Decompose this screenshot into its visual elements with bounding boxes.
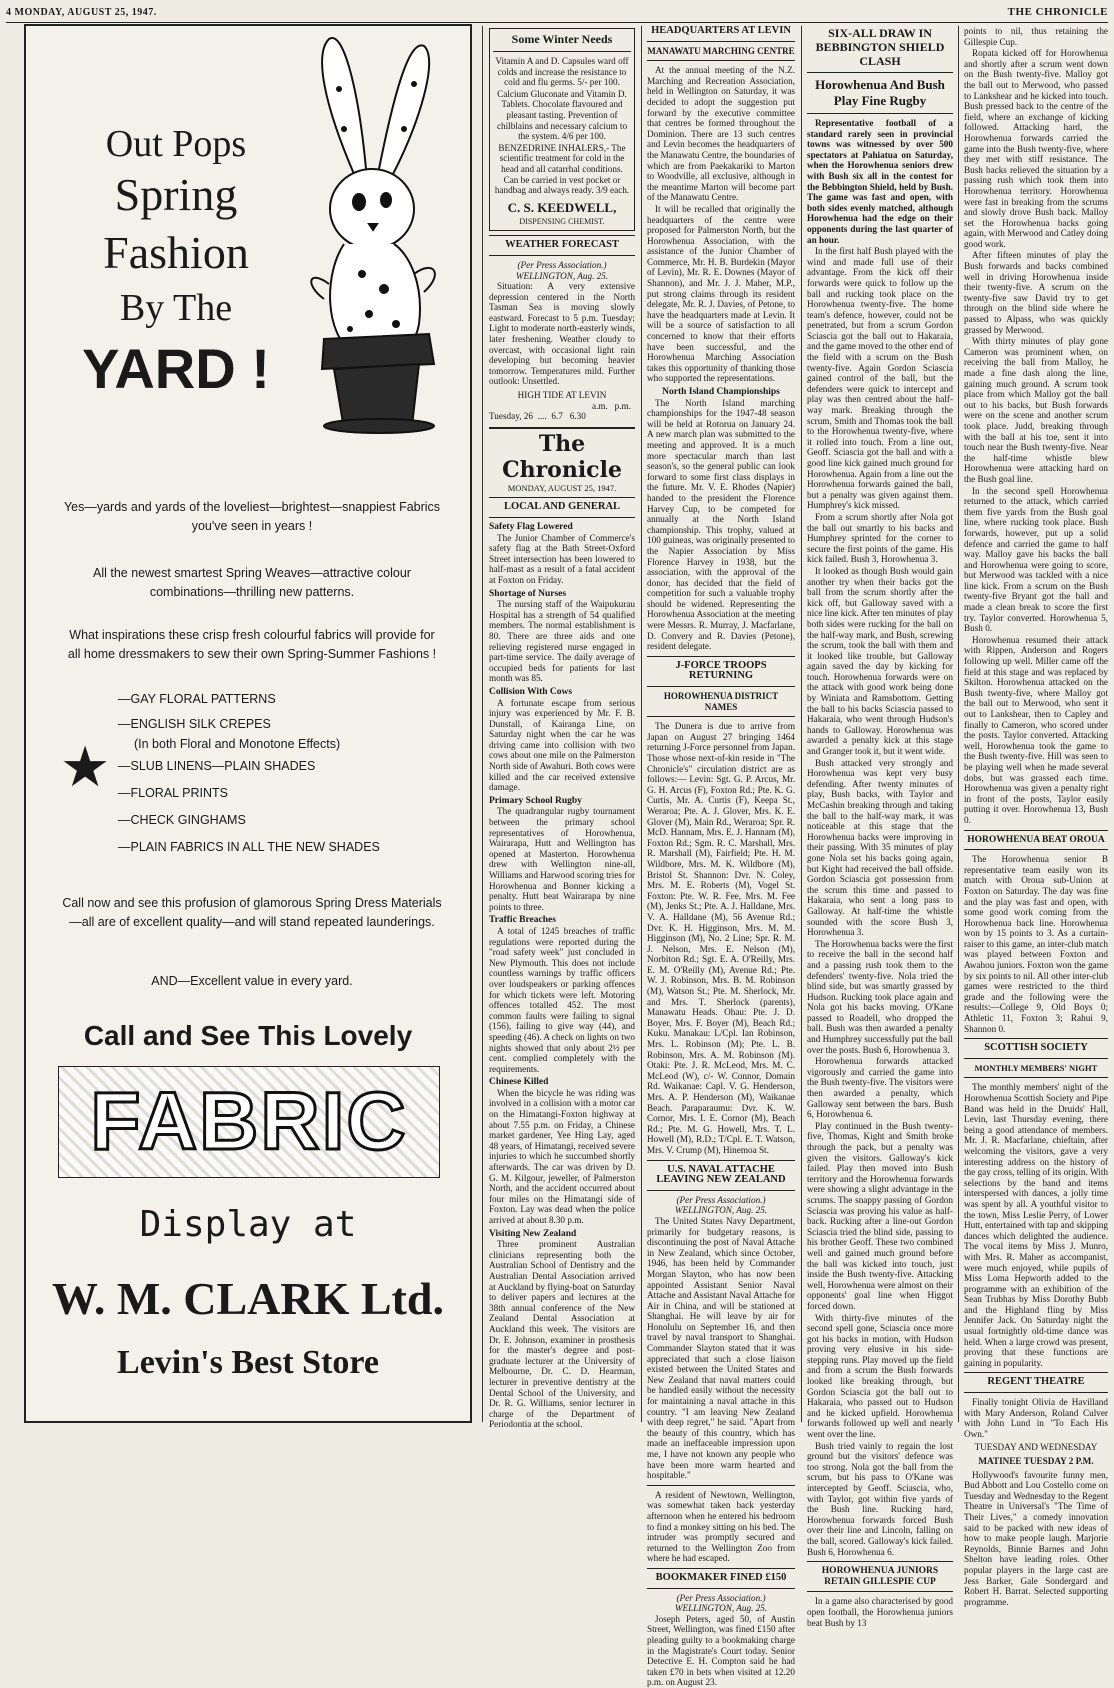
- juniors-paragraph: Horowhenua resumed their attack with Rippen, Anderson and Rogers following up well. Miller came off the field at this stage and was replaced by Skilton. Horowhenua attacked on the Bush twenty-five, where Malloy got the ball out to Merwood, who sent it out to Lankshear, then to Capley and finally to Cameron, who scored under the posts. Taylor converted. Attacking well, Horowhenua took the game to the Bush twenty-five. Hill was seen to be playing well when he made several dobs, but was grassed each time. Horowhenua was given a penalty right in front of the posts, Taylor easily putting it over. Horowhenua 13, Bush 0.: [964, 634, 1108, 825]
- advert-weaves: All the newest smartest Spring Weaves—attractive colour combinations—thrilling new patterns.: [93, 566, 411, 599]
- nic-text: The North Island marching championships for the 1947-48 season will be held at Rotorua on January 24. A new march plan was submitted to the meeting and approved. It is a much more spectacular march than last season's, so the general public can look forward to some first class displays in the future. Mr. V. E. Rhodes (Napier) handed to the president the Florence Harvey Cup, to be competed for annually at the North Island championship. This trophy, valued at 100 guineas, was originally presented to the Napier Association by Miss Florence Harvey in 1938, but the association, with the approval of the donor, has decided that the field of competition for such a valuable trophy should be widened. Representing the Horowhenua Association at the meeting were Messrs. R. Murray, J. Macfarlane, D. Convery and R. Davies (Petone), resident delegate.: [647, 397, 795, 652]
- column-2: [489, 26, 635, 1430]
- rugby-title: Horowhenua And Bush Play Fine Rugby: [815, 77, 945, 108]
- naval-text: The United States Navy Department, primarily for budgetary reasons, is discontinuing the post of Naval Attache in New Zealand, which since October, 1946, has been held by Commander Morgan Slayton, who has now been appointed Assistant Senior Naval Attache and Assistant Naval Attache for Air in China, and will be stationed at Shanghai. He will leave by air for Honolulu on September 16, and then travel by naval transport to Shanghai. Commander Slayton stated that it was appreciated that such a close liaison existed between the United States and New Zealand that naval matters could be handled easily without the necessity for maintaining a naval attache in this country. "I am leaving New Zealand with deep regret," he said. "Apart from the beauty of this country, which has made an ineffaceable impression upon me, I have not known any people who have been more warm hearted and hospitable.": [647, 1215, 795, 1481]
- fabric-item: —CHECK GINGHAMS: [118, 813, 246, 827]
- header-paper-name: THE CHRONICLE: [1007, 6, 1108, 18]
- advert-headline: [56, 122, 296, 404]
- local-item-text: The quadrangular rugby tournament between the primary school representatives of Horowhenua, Wairarapa, Hutt and Wellington has opened at Masterton. Horowhenua drew with Wellington nine-all, Williams and Harwood scoring tries for Horowhenua and Bonner kicking a penalty. Hutt beat Wairarapa by nine points to three.: [489, 806, 635, 912]
- local-item-text: The Junior Chamber of Commerce's safety flag at the Bath Street-Oxford Street intersection has been lowered to half-mast as a result of a fatal accident at Foxton on Friday.: [489, 532, 635, 585]
- local-item-text: A total of 1245 breaches of traffic regulations were reported during the "road safety week" just concluded in New Plymouth. This does not include countless warnings by traffic officers over loudspeakers or parking offences for which tickets were left. Motoring offences totalled 452. The most common faults were failing to signal (156), failing to give way (44), and speeding (46). A check on lights on two nights showed that only about 2½ per cent. complied completely with the requirements.: [489, 925, 635, 1074]
- juniors-paragraph: After fifteen minutes of play the Bush forwards and backs combined well in driving Horowhenua inside their twenty-five. A scrum on the twenty-five saw David try to get through on the blind side where he passed to Alpass, who was quickly grassed by Merwood.: [964, 250, 1108, 335]
- local-item-title: Primary School Rugby: [489, 795, 582, 806]
- hq-subtitle: MANAWATU MARCHING CENTRE: [647, 45, 795, 56]
- hq-title: HEADQUARTERS AT LEVIN: [651, 25, 791, 36]
- local-general-title: LOCAL AND GENERAL: [503, 501, 621, 513]
- jforce-text: The Dunera is due to arrive from Japan on August 27 bringing 1464 returning J-Force personnel from Japan. Those whose next-of-kin reside in "The Chronicle's" circulation district are as follows:— Levin: Sgt. G. P. Arcus, Mr. G. H. Arcus (F), Foxton Rd.; Pte. K. G. Curtis, Mr. A. Curtis (F), Keepa St., Weraroa; Pte. A. J. Glover, Mrs. K. E. Glover (M), Main Rd., Weraroa; Spr. R. McD. Hannam, Mrs. E. J. Hannam (M), Foxton Rd.; Sgm. R. C. Marshall, Mrs. R. Marshall (M), Fairfield; Pte. H. M. Wildbore, Mrs. M. K. Wildbore (M), Bristol St. Shannon: Dvr. N. Coley, Mrs. M. E. Roberts (M), Vogel St. Foxton: Pte. W. R. Fee, Mrs. M. Fee (M), Jenks St.; Pte. A. J. Halldane, Mrs. V. A. Halldane (M), 56 Avenue Rd.; Dvr. K. H. Higginson, Mrs. M. M. Higginson (M), No. 2 Line; Spr. R. M. J. Nelson, Mrs. E. Nelson (M), Norbiton Rd.; Sgt. E. A. O'Reilly, Mrs. E. M. O'Reilly (M), Avenue Rd.; Pte. W. J. Robinson, Mrs. B. M. Robinson (M), Watson St.; Pte. M. Sherlock, Mr. and Mrs. T. Sherlock (parents), Manawatu Heads. Ohau: Pte. J. D. Boyer, Mrs. F. Boyer (M), Beach Rd.; Kuku. Manakau: L/Cpl. Ian Robinson, Mrs. L. Robinson (M); Pte. L. B. Robinson, Mrs. A. M. Robinson (M). Otaki: Pte. J. R. McLeod, Mrs. M. C. McLeod (W), c/- W. Connor, Domain Rd. Waikanae: Capl. V. G. Henderson, Mrs. A. P. Henderson (M), Waikanae Beach. Paraparaumu: Dvr. K. W. Cornor, Mrs. I. E. Cornor (M), Beach Rd.; Pte. M. G. Howell, Mrs. T. L. Howell (M), R.D.; T/Cpl. E. T. Watson, Mrs. V. Crump (M), Hinemoa St.: [647, 721, 795, 1155]
- advert-inspiration: What inspirations these crisp fresh colourful fabrics will provide for all home dressmakers to sew their own Spring-Summer Fashions !: [67, 628, 437, 661]
- fabric-item: —PLAIN FABRICS IN ALL THE NEW SHADES: [118, 840, 380, 854]
- rugby-paragraph: Horowhenua forwards attacked vigorously and carried the game into the Bush twenty-five. The visitors were then awarded a penalty, which Galloway sent between the bars. Bush 6, Horowhenua 6.: [807, 1056, 953, 1120]
- local-item-title: Chinese Killed: [489, 1077, 549, 1088]
- fabric-item: —GAY FLORAL PATTERNS: [118, 692, 276, 706]
- fabric-advert: [24, 24, 472, 1423]
- advert-store-name: W. M. CLARK Ltd.: [52, 1273, 444, 1324]
- hq-paragraph: It will be recalled that originally the headquarters of the centre were proposed for Palmerston North, but the Horowhenua Association, with the assistance of the Junior Chamber of Commerce, Mr. H. B. Burdekin (Mayor of Levin), Mr. R. E. Downes (Mayor of Shannon), and Mr. J. J. Maher, M.P., put strong claims through its resident delegate, Mr. R. J. Davies, of Petone, to have the headquarters made at Levin. It will be a source of satisfaction to all concerned to know that their efforts have been successful, and the Horowhenua Marching Association takes this opportunity of thanking those who supported the representations.: [647, 203, 795, 384]
- juniors-paragraph: With thirty minutes of play gone Cameron was prominent when, on receiving the ball from Malloy, he made a fine dash along the line, gaining much ground. A scrum took place from which Malloy got the ball out to his backs, but Bush forwards were on the scene and another scrum took place. Judd, breaking through with the ball at his toe, sent it into touch near the Bush twenty-five. Near the half-time whistle blew Horowhenua were attacking hard on the Bush goal line.: [964, 336, 1108, 484]
- jforce-subtitle: HOROWHENUA DISTRICT NAMES: [663, 691, 779, 712]
- paper-date: MONDAY, AUGUST 25, 1947.: [507, 482, 617, 493]
- column-divider: [958, 26, 959, 1422]
- rugby-paragraph: In the first half Bush played with the wind and made full use of their advantage. From the kick off their forwards were quick to follow up the ball and rucking took place on the Horowhenua twenty-five. The home team's defence, however, could not be penetrated, but from a scrum Gordon Sciascia got the ball out to Hakaraia, and the game moved to the other end of the field with a scrum on the Bush twenty-five. Again Gordon Sciascia gained control of the ball, but the defenders were quick to intercept and play was then centred about the half-way mark. Breaking through the scrum, Smith and Thomas took the ball to the Horowhenua twenty-five, where it rolled into touch. From a line out, Geoff. Sciascia got the ball and with a good line kick gained much ground for Horowhenua. Again from a line out the Horowhenua forwards gained the ball, but a penalty was given against them. Humphrey's kick missed.: [807, 246, 953, 511]
- oroua-text: The Horowhenua senior B representative team easily won its match with Oroua sub-Union at Foxton on Saturday. The day was fine and the play was fast and open, with some good work coming from the Horowhenua back line. Horowhenua won by 15 points to 3. As a curtain-raiser to this game, an inter-club match was played between Foxton and Awahou juniors. Foxton won the game by six points to nil. All other inter-club games were restricted to the third grade and the following were the results:—College 9, Old Boys 0; Athletic 11, Foxton 3; Rahui 9, Shannon 0.: [964, 854, 1108, 1034]
- local-item: [489, 589, 635, 684]
- bookmaker-byline: (Per Press Association.) WELLINGTON, Aug. 25.: [674, 1592, 768, 1614]
- juniors-title: HOROWHENUA JUNIORS RETAIN GILLESPIE CUP: [821, 1566, 939, 1587]
- weather-byline: (Per Press Association.) WELLINGTON, Aug. 25.: [515, 259, 609, 281]
- naval-title: U.S. NAVAL ATTACHE LEAVING NEW ZEALAND: [656, 1163, 786, 1186]
- naval-byline: (Per Press Association.) WELLINGTON, Aug. 25.: [674, 1194, 768, 1216]
- regent-text-2: Hollywood's favourite funny men, Bud Abbott and Lou Costello come on Tuesday and Wednesday to the Regent Theatre in Universal's "The Time of Their Lives," a comedy innovation said to be packed with new ideas of how to make people laugh. Marjorie Reynolds, Binnie Barnes and John Shelton have leading roles. Other popular players in the large cast are Jess Barker, Gale Sondergard and Robert H. Barrat. Selected supporting programme.: [964, 1469, 1108, 1607]
- advert-see: Call and See This Lovely: [83, 1020, 413, 1051]
- nic-title: North Island Championships: [662, 387, 780, 397]
- column-4: [807, 26, 954, 1628]
- rugby-paragraph: With thirty-five minutes of the second spell gone, Sciascia once more got his backs in motion, with Hudson proving very elusive in his side-stepping runs. Play moved up the field and from a scrum the Bush forwards looked like breaking through, but Gordon Sciascia got the ball out to Hakaraia, who passed out to Hudson and he kicked upfield. Horowhenua forwards followed up well and nearly went over the line.: [807, 1312, 953, 1440]
- jforce-title: J-FORCE TROOPS RETURNING: [675, 659, 767, 682]
- local-item-text: Three prominent Australian clinicians representing both the Australian School of Dentistry and the Australian Dental Association arrived at Auckland by flying-boat on Saturday to deliver papers and lectures at the 38th annual conference of the New Zealand Dental Association at Auckland this week. The visitors are Dr. E. Johnson, examiner in prosthesis for the master's degree and post-graduate lecturer at the University of Melbourne, Dr. C. D. Hearman, lecturer in preventive dentistry at the Dental School of the University, and Dr. R. G. Williams, senior lecturer in charge of the Department of Periodontia at the school.: [489, 1239, 635, 1430]
- fabric-word-art: [58, 1066, 440, 1178]
- rugby-banner: SIX-ALL DRAW IN BEBBINGTON SHIELD CLASH: [815, 26, 945, 68]
- tide-am: a.m.: [591, 400, 608, 411]
- star-icon: ★: [60, 737, 111, 799]
- regent-days: TUESDAY AND WEDNESDAY: [974, 1442, 1098, 1453]
- rabbit-illustration: [284, 34, 464, 434]
- regent-title: REGENT THEATRE: [987, 1376, 1085, 1388]
- headline-line-3: Fashion: [103, 227, 249, 278]
- rugby-paragraph: Bush attacked very strongly and Horowhenua was kept very busy defending. After twenty minutes of play, Bush backs, with Taylor and McCashin breaking through and taking the ball to the half-way mark, it was noticeable at this stage that the Horowhenua backs were improving in their passing. With 35 minutes of play gone Nola set his backs going again, but Kight had received the ball offside. Gordon Sciascia got possession from the scrum this time and passed to Hakaraia, who sent a long pass to Galloway. At half-time the whistle sounded with the score Bush 3, Horowhenua 3.: [807, 757, 953, 938]
- advert-tagline: Levin's Best Store: [117, 1344, 379, 1381]
- regent-matinee: MATINEE TUESDAY 2 P.M.: [978, 1456, 1094, 1466]
- local-item: [489, 1077, 635, 1225]
- headline-line-1: Out Pops: [105, 123, 247, 165]
- headline-line-4: By The: [119, 287, 233, 329]
- advert-intro: Yes—yards and yards of the loveliest—brightest—snappiest Fabrics you've seen in years !: [63, 500, 441, 533]
- chemist-name: C. S. KEEDWELL,: [507, 199, 617, 215]
- regent-text: Finally tonight Olivia de Havilland with Mary Anderson, Roland Culver with John Lund in "To Each His Own.": [964, 1397, 1108, 1439]
- oroua-title: HOROWHENUA BEAT OROUA: [967, 834, 1105, 845]
- tide-row: Tuesday, 26 .... 6.7 6.30: [489, 411, 586, 422]
- rugby-paragraph: Play continued in the Bush twenty-five, Thomas, Kight and Smith broke through the pack, but a penalty was given the visitors. Galloway's kick failed. Play then moved into Bush territory and the Horowhenua forwards were showing a slight advantage in the scrums. The snappy passing of Gordon Sciascia was proving his value as half-back. Rucking after a line-out Gordon Sciascia tried the blind side, passing to his brother Geoff. These two combined well and gained much ground before the ball was kicked into touch, just inside the Bush twenty-five. Attacking well, Horowhenua were almost on their opponents' goal line when Higgot forced down.: [807, 1120, 953, 1311]
- weather-text: Situation: A very extensive depression centered in the North Tasman Sea is moving slowly eastward. Forecast to 5 p.m. Tuesday: Light to moderate north-easterly winds, later freshening. Weather cloudy to overcast, with occasional light rain developing but becoming heavier tomorrow. Temperatures mild. Further outlook: Unsettled.: [489, 281, 635, 387]
- column-divider: [482, 26, 483, 1422]
- bookmaker-text: Joseph Peters, aged 50, of Austin Street, Wellington, was fined £150 after pleading guilty to a bookmaking charge in the Magistrate's Court today. Senior Detective E. H. Compton said he had taken £70 in bets when visited at 12.20 p.m. on August 23.: [647, 1613, 795, 1688]
- advert-body: [62, 498, 442, 686]
- headline-line-2: Spring: [114, 169, 238, 220]
- local-item-title: Traffic Breaches: [489, 915, 556, 926]
- fabric-list: [118, 686, 458, 861]
- column-5: [964, 26, 1108, 1607]
- fabric-item: —ENGLISH SILK CREPES: [118, 717, 271, 731]
- paper-nameplate: The Chronicle: [502, 430, 622, 483]
- column-divider: [801, 26, 802, 1422]
- chemist-advert: [489, 28, 635, 231]
- local-item: [489, 1229, 635, 1430]
- tide-title: HIGH TIDE AT LEVIN: [517, 390, 607, 401]
- rugby-paragraph: From a scrum shortly after Nola got the ball out smartly to his backs and Humphrey sprinted for the corner to secure the first points of the game. His kick failed. Bush 3, Horowhenua 3.: [807, 511, 953, 565]
- fabric-item: (In both Floral and Monotone Effects): [134, 737, 341, 751]
- chemist-title: Some Winter Needs: [511, 32, 613, 46]
- bookmaker-title: BOOKMAKER FINED £150: [655, 1571, 787, 1583]
- hq-paragraph: At the annual meeting of the N.Z. Marching and Recreation Association, held in Wellington on Saturday, it was decided to adopt the suggestion put forward by the executive committee that centres be formed throughout the Dominion. There are 13 such centres and Levin becomes the headquarters of the Manawatu Centre, the boundaries of which are from Paekakariki to Marton to Woodville, all exclusive, although in the meantime Marton will become part of the Manawatu Centre.: [647, 65, 795, 203]
- local-item: [489, 796, 635, 913]
- local-item-text: A fortunate escape from serious injury was experienced by Mr. F. B. Dunstall, of Kairanga Line, on Saturday night when the car he was driving came into collision with two cows about one mile on the Palmerston North side of Awahuri. Both cows were killed and the car received extensive damage.: [489, 697, 635, 793]
- local-item: [489, 522, 635, 586]
- chemist-line: Vitamin A and D. Capsules ward off colds and increase the resistance to cold and flu germs. 5/- per 100.: [495, 56, 629, 88]
- column-3: [647, 25, 795, 1688]
- local-item-title: Shortage of Nurses: [489, 588, 567, 599]
- advert-display: Display at: [139, 1204, 357, 1245]
- local-item: [489, 687, 635, 793]
- tide-pm: p.m.: [614, 400, 631, 411]
- local-item: [489, 915, 635, 1074]
- scottish-subtitle: MONTHLY MEMBERS' NIGHT: [974, 1062, 1098, 1073]
- monkey-text: A resident of Newtown, Wellington, was somewhat taken back yesterday afternoon when he entered his bedroom to find a monkey sitting on his bed. The intruder was promptly secured and returned to the Wellington Zoo from where he had escaped.: [647, 1489, 795, 1564]
- juniors-paragraph: points to nil, thus retaining the Gillespie Cup.: [964, 26, 1108, 47]
- fabric-item: —SLUB LINENS—PLAIN SHADES: [118, 759, 316, 773]
- fabric-item: —FLORAL PRINTS: [118, 786, 228, 800]
- rugby-paragraph: It looked as though Bush would gain another try when their backs got the ball from the scrum shortly after the kick off, but Galloway saved with a nice line kick. After ten minutes of play both sides were rucking for the ball on the half-way mark, and Bush, screwing the scrum, took the ball with them and it looked like trouble, but Galloway again saved the day by kicking for touch. Horowhenua forwards were on the attack with good work being done by Winiata and Ramsbottom. Getting the ball to his backs Sciascia passed to Hakaraia, who went through Hudson's hands to Galloway. Horowhenua was awarded a penalty kick at this stage and Granger took it, but it went wide.: [807, 565, 953, 757]
- chemist-role: DISPENSING CHEMIST.: [519, 216, 605, 226]
- local-item-title: Collision With Cows: [489, 686, 573, 697]
- advert-call: Call now and see this profusion of glamorous Spring Dress Materials—all are of excellent quality—and will stand repeated launderings.: [62, 896, 442, 929]
- rugby-paragraph: Bush tried vainly to regain the lost ground but the visitors' defence was too strong. Nola got the ball from the scrum, but his pass to O'Kane was intercepted by Geoff. Sciascia, who, with Taylor, got within five yards of the Bush line. Rucking hard, Horowhenua forwards forced Bush over their line and Lincoln, falling on the ball, scored. Galloway's kick failed. Bush 6, Horowhenua 6.: [807, 1440, 953, 1557]
- chemist-line: BENZEDRINE INHALERS,- The scientific treatment for cold in the head and all catarrhal conditions. Can be carried in vest pocket or handbag and always ready. 3/9 each.: [494, 142, 630, 196]
- rugby-lead: Representative football of a standard rarely seen in provincial towns was witnessed by over 500 spectators at Pahiatua on Saturday, when the Horowhenua seniors drew with Bush six all in the contest for the Bebbington Shield, held by Bush. The game was fast and open, with both sides evenly matched, although Horowhenua had the edge on their opponents during the last quarter of an hour.: [807, 118, 953, 245]
- chemist-line: Calcium Gluconate and Vitamin D. Tablets. Chocolate flavoured and pleasant tasting. Prevention of chilblains and necessary calcium to the system. 4/6 per 100.: [496, 88, 628, 142]
- header-date: 4 MONDAY, AUGUST 25, 1947.: [6, 7, 157, 18]
- local-item-title: Safety Flag Lowered: [489, 522, 573, 532]
- scottish-text: The monthly members' night of the Horowhenua Scottish Society and Pipe Band was held in the Druids' Hall, Levin, last Thursday evening, there being a good attendance of members. Mr. J. R. Macfarlane, chieftain, after welcoming the visitors, gave a very interesting address on the history of the gay cross, telling of its origin. With selections by the band and items interspersed with dances, a jolly time was spent by all. A youthful visitor to the town, Miss Leslie Perry, of Lower Hutt, entertained with tap and skipping dances which delighted the audience. The vocal items by Miss J. Munro, with Mrs. R. Maher as accompanist, were much enjoyed, while pupils of Miss Loma Hepworth added to the programme with an exhibition of the Sean Trubhas by Miss Dorothy Bubb and the Highland fling by Miss Jennifer Jack. On Saturday night the usual fortnightly old-time dance was held. When a large crowd was present, proving that these functions are gaining in popularity.: [964, 1082, 1108, 1368]
- local-item-title: Visiting New Zealand: [489, 1228, 577, 1239]
- page-header: [6, 6, 1108, 23]
- rugby-paragraph: The Horowhenua backs were the first to receive the ball in the second half and a passing rush took them to the defenders' twenty-five. Nola tried the blind side, but was smartly grassed by Hudson. Rucking took place again and Nola got his backs moving. O'Kane passed to Roadell, who dropped the ball. Bush was then awarded a penalty and Humphrey successfully put the ball over the posts. Bush 6, Horowhenua 3.: [807, 938, 954, 1055]
- local-item-text: When the bicycle he was riding was involved in a collision with a motor car on the Himatangi-Foxton highway at about 7.55 p.m. on Friday, a Chinese market gardener, Yee Hing Lay, aged 48 years, of Himatangi, received severe injuries to which he succumbed shortly afterwards. The car was driven by D. G. M. Kilgour, jeweller, of Palmerston North, and the accident occurred about four miles on the Himatangi side of Foxton. Lay was dead when the police arrived at about 8.30 p.m.: [489, 1087, 635, 1225]
- headline-line-5: YARD !: [82, 337, 270, 400]
- scottish-title: SCOTTISH SOCIETY: [984, 1042, 1088, 1054]
- juniors-paragraph: In the second spell Horowhenua returned to the attack, which carried them five yards from the Bush goal line, where rucking took place. Bush forwards, however, put up a solid defence and carried the game to half way. Malloy gave his backs the ball and Horowhenua were going to score, but Merwood was tackled with a nice line kick. From a scrum on the Bush twenty-five Bryant got the ball and made a clean break to score the first try. Taylor converted. Horowhenua 5, Bush 0.: [964, 485, 1108, 634]
- weather-title: WEATHER FORECAST: [505, 239, 619, 251]
- advert-value: AND—Excellent value in every yard.: [151, 974, 353, 988]
- column-divider: [641, 26, 642, 1422]
- local-item-text: The nursing staff of the Waipukurau Hospital has a strength of 54 qualified members. The normal establishment is 80. There are three aids and one relieving registered nurse engaged in part-time service. The daily average of occupied beds for patients for last month was 85.: [489, 599, 635, 684]
- juniors-paragraph: Ropata kicked off for Horowhenua and shortly after a scrum went down on the Bush twenty-five. Malloy got the ball out to Merwood, who passed to Lankshear and he kicked into touch. Bush pressed back to the centre of the field, where an exchange of kicking followed. Attacking hard, the Horowhenua forwards carried the game into the Bush twenty-five, where they met with stiff resistance. The Bush backs relieved the situation by a passing rush which took them into Horowhenua territory. Horowhenua were fast in breaking from the scrums and slowly drove Bush back. Malloy set the Horowhenua backs going again, with Merwood and Catley doing good work.: [964, 48, 1108, 249]
- fabric-word: FABRIC: [90, 1076, 408, 1167]
- juniors-text: In a game also characterised by good open football, the Horowhenua juniors beat Bush by 13: [807, 1596, 953, 1628]
